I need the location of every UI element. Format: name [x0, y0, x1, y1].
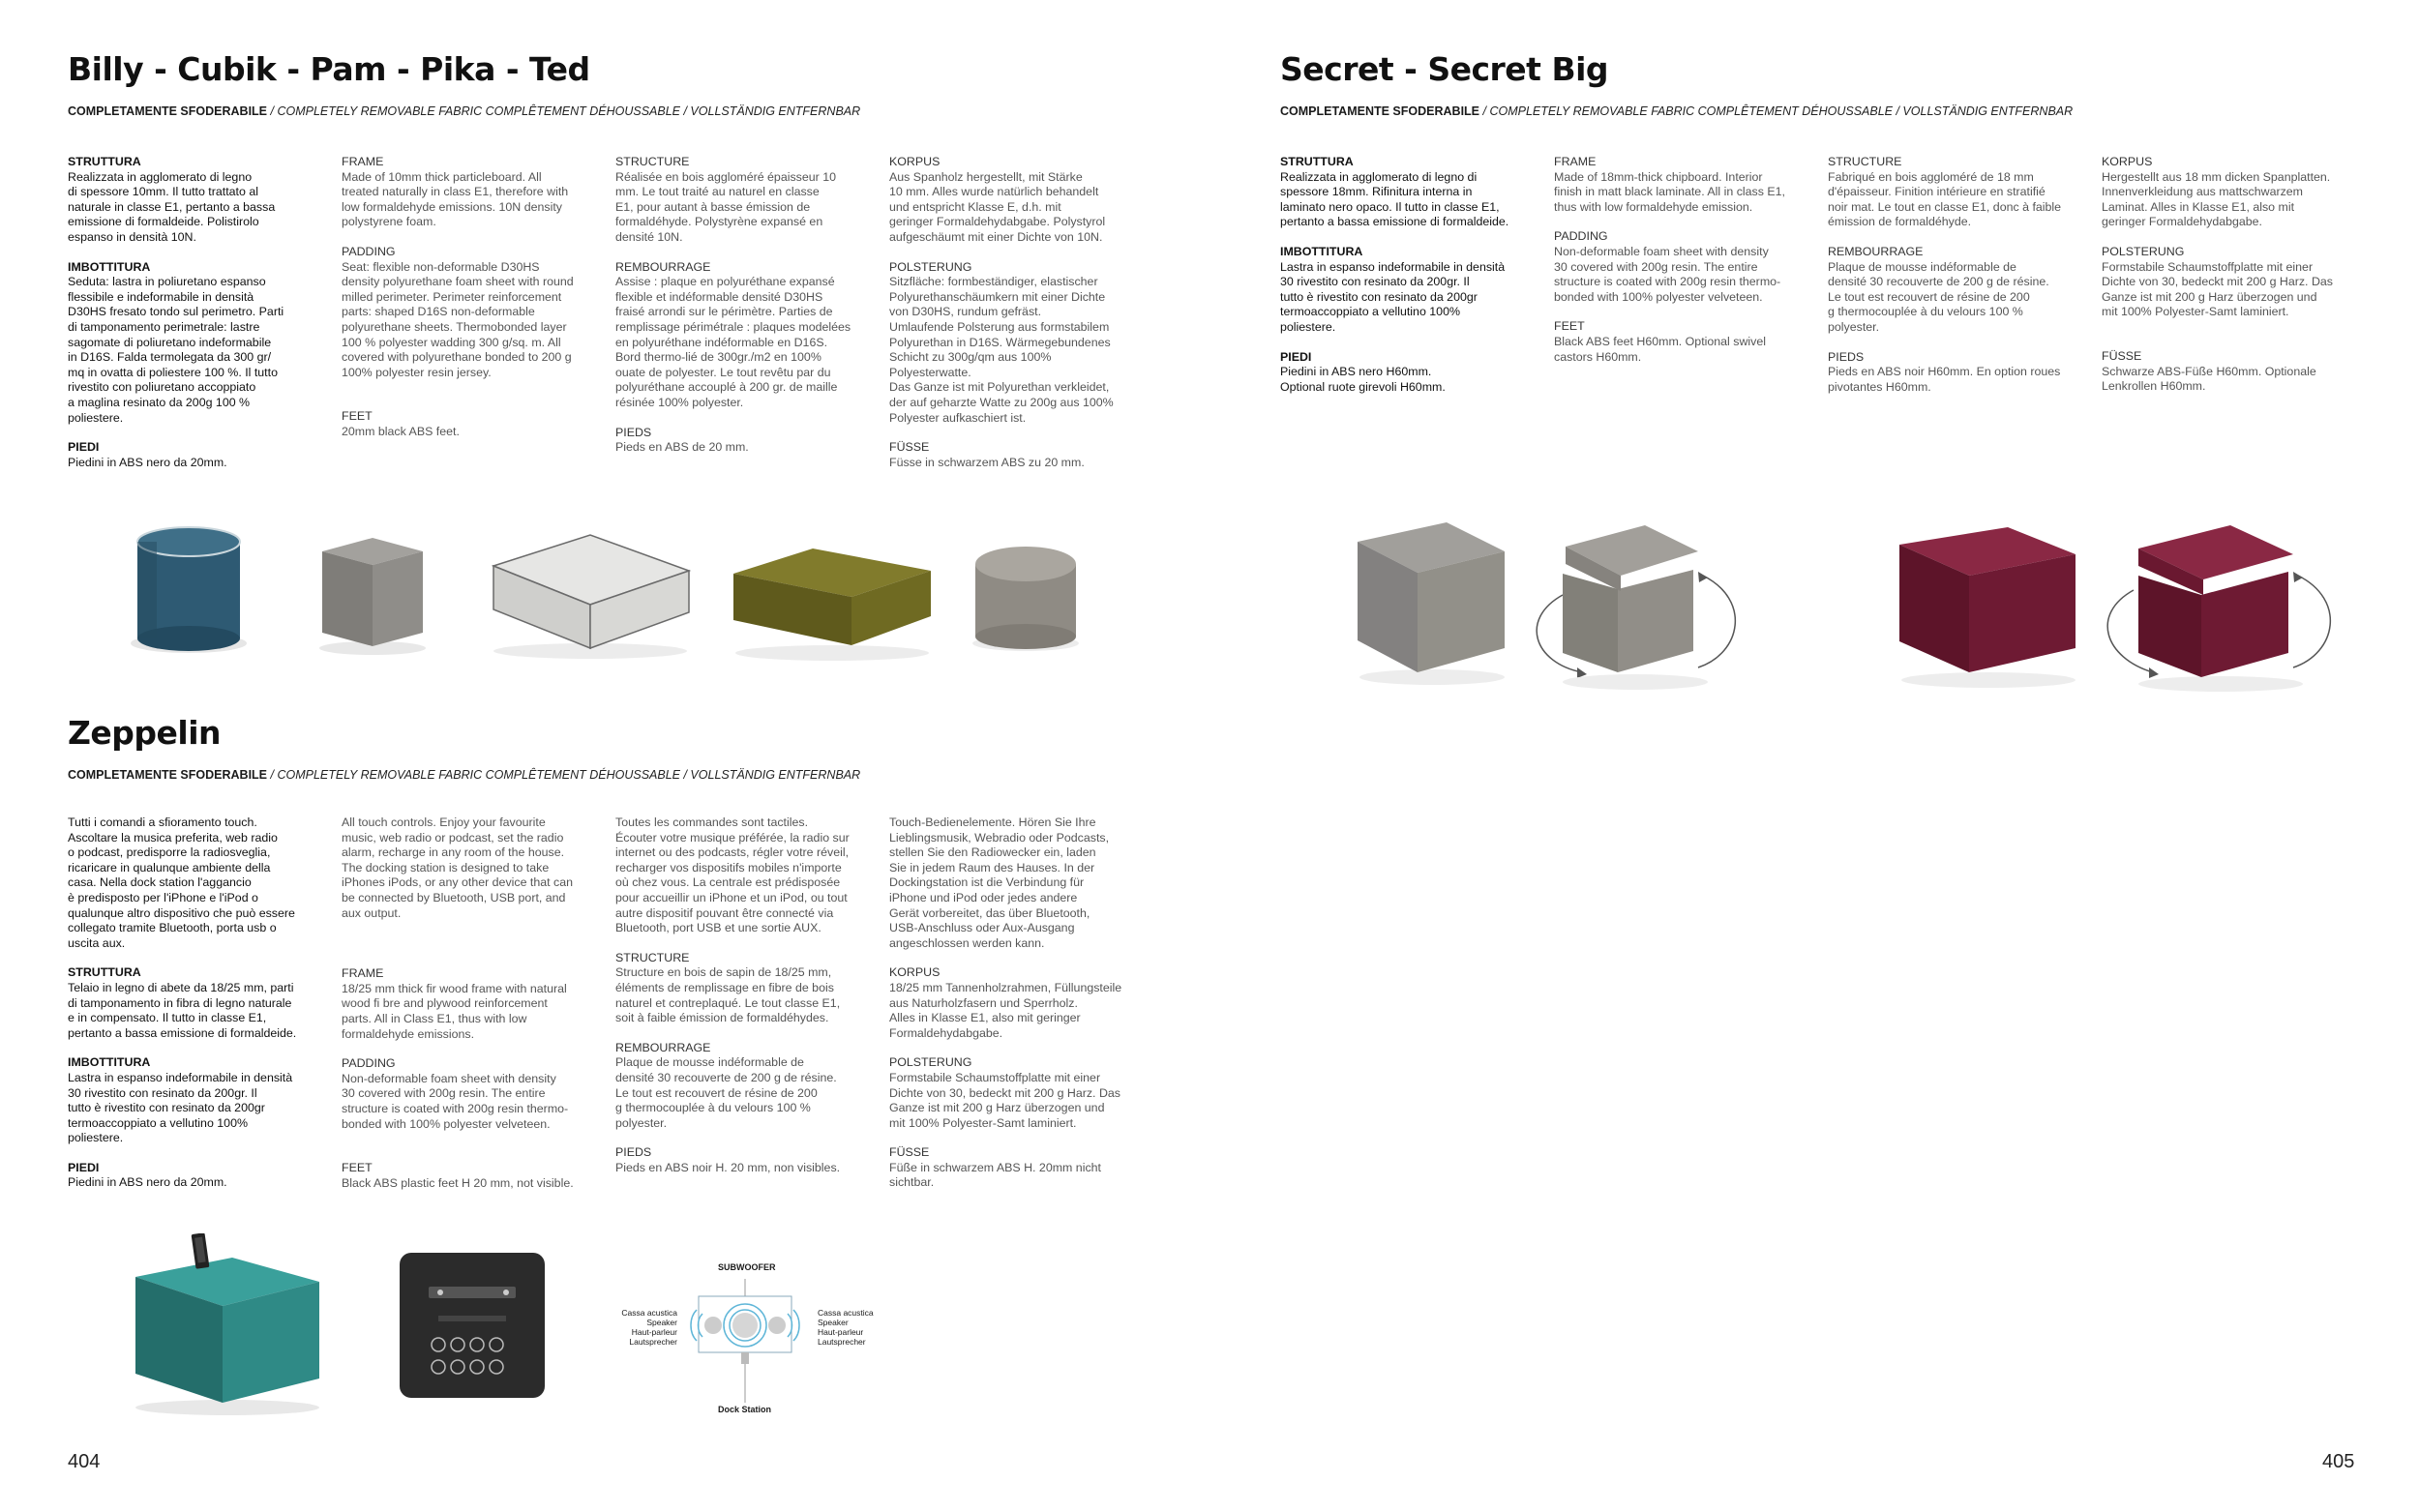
spec-block — [1828, 350, 2089, 396]
billy-col-en — [342, 155, 603, 455]
spec-heading: FÜSSE — [2102, 348, 2142, 363]
spec-text: Pieds en ABS noir H. 20 mm, non visibles. — [615, 1160, 841, 1174]
subwoofer-label: SUBWOOFER — [718, 1262, 776, 1272]
subtitle-secret — [1280, 104, 2073, 118]
spec-block — [615, 1145, 877, 1175]
spec-heading: PIEDS — [615, 1145, 652, 1160]
spec-heading: PIEDS — [1828, 349, 1865, 364]
spec-heading: PIEDI — [68, 1160, 100, 1174]
spec-heading: FEET — [342, 409, 373, 424]
spec-heading: FRAME — [342, 966, 384, 981]
spec-block — [889, 155, 1150, 246]
spec-heading: KORPUS — [889, 155, 941, 168]
spec-heading: STRUTTURA — [68, 155, 141, 168]
spec-block — [1828, 245, 2089, 336]
spec-block — [342, 1056, 603, 1132]
spec-block — [889, 440, 1150, 470]
spec-heading: POLSTERUNG — [889, 1055, 972, 1070]
spec-heading: PIEDI — [1280, 349, 1312, 364]
spec-heading: REMBOURRAGE — [615, 1040, 711, 1054]
spec-text: Realizzata in agglomerato di legno di spessore 18mm. Rifinitura interna in laminato nero opaco. Il tutto in classe E1, pertanto a bassa emissione di formaldeide. — [1280, 169, 1509, 229]
spec-text: Formstabile Schaumstoffplatte mit einer Dichte von 30, bedeckt mit 200 g Harz. Das Ganze ist mit 200 g Harz überzogen und mit 100% Polyester-Samt laminiert. — [2102, 259, 2333, 319]
spec-block — [889, 260, 1150, 427]
pam-pouf-image — [484, 527, 697, 663]
secret-col-de — [2102, 155, 2363, 409]
spec-text: Schwarze ABS-Füße H60mm. Optionale Lenkrollen H60mm. — [2102, 364, 2316, 394]
spec-text: Assise : plaque en polyuréthane expansé flexible et indéformable densité D30HS fraisé arrondi sur le périmètre. Parties de remplissage périmétrale : plaques modelées en polyuréthane indéformable en D16S. Bord thermo-lié de 300gr./m2 en 100% ouate de polyester. Le tout revêtu par du polyuréthane accouplé à 200 gr. de maille résinée 100% polyester. — [615, 275, 851, 409]
spec-text: Plaque de mousse indéformable de densité 30 recouverte de 200 g de résine. Le tout est recouvert de résine de 200 g thermocouplée à du velours 100 % polyester. — [615, 1055, 837, 1130]
spec-text: Lastra in espanso indeformabile in densità 30 rivestito con resinato da 200gr. Il tutto è rivestito con resinato da 200gr termoaccoppiato a vellutino 100% poliestere. — [1280, 259, 1506, 334]
spec-block — [2102, 349, 2363, 395]
spec-block — [342, 1161, 603, 1191]
spec-heading: POLSTERUNG — [2102, 244, 2185, 258]
spec-text: Made of 18mm-thick chipboard. Interior finish in matt black laminate. All in class E1, thus with low formaldehyde emission. — [1554, 169, 1785, 214]
secret-col-it — [1280, 155, 1541, 409]
spec-text: Plaque de mousse indéformable de densité 30 recouverte de 200 g de résine. Le tout est recouvert de résine de 200 g thermocouplée à du velours 100 % polyester. — [1828, 259, 2049, 334]
dock-station-label: Dock Station — [718, 1405, 772, 1414]
secret-col-en — [1554, 155, 1815, 379]
spec-block — [342, 155, 603, 230]
spec-heading: PADDING — [1554, 229, 1608, 244]
spec-block — [342, 245, 603, 380]
speaker-left-label: Cassa acustica Speaker Haut-parleur Lautsprecher — [621, 1308, 677, 1347]
spec-block — [1280, 350, 1541, 396]
spec-block — [1554, 319, 1815, 365]
billy-col-de — [889, 155, 1150, 485]
spec-block — [68, 1161, 329, 1191]
spec-text: Füße in schwarzem ABS H. 20mm nicht sichtbar. — [889, 1160, 1101, 1190]
spec-text: Piedini in ABS nero da 20mm. — [68, 455, 227, 469]
spec-text: 20mm black ABS feet. — [342, 424, 460, 438]
subtitle-zeppelin — [68, 768, 860, 782]
zeppelin-col-fr — [615, 815, 877, 1190]
spec-text: Piedini in ABS nero H60mm. Optional ruote girevoli H60mm. — [1280, 365, 1446, 394]
spec-heading: STRUTTURA — [1280, 155, 1354, 168]
spec-text: Tutti i comandi a sfioramento touch. Ascoltare la musica preferita, web radio o podcast, predisporre la radiosveglia, ricaricare in qualunque ambiente della casa. Nella dock station l'aggancio è predisposto per l'iPhone e l'iPod o qualunque altro dispositivo che può essere collegato tramite Bluetooth, porta usb o uscita aux. — [68, 815, 295, 950]
subtitle-bold: COMPLETAMENTE SFODERABILE — [1280, 104, 1480, 118]
spec-block — [1280, 245, 1541, 336]
spec-heading: FRAME — [342, 155, 384, 168]
spec-block — [889, 965, 1150, 1041]
spec-text: Black ABS feet H60mm. Optional swivel castors H60mm. — [1554, 334, 1766, 364]
secret-big-open-image — [2085, 508, 2356, 701]
cubik-pouf-image — [314, 530, 431, 656]
spec-text: Black ABS plastic feet H 20 mm, not visible. — [342, 1175, 574, 1190]
ted-pouf-image — [968, 537, 1084, 653]
spec-text: Aus Spanholz hergestellt, mit Stärke 10 mm. Alles wurde natürlich behandelt und entspricht Klasse E, d.h. mit geringer Formaldehydabgabe. Polystyrol aufgeschäumt mit einer Dichte von 10N. — [889, 169, 1106, 244]
spec-block — [68, 965, 329, 1041]
spec-block — [1554, 229, 1815, 305]
spec-text: Telaio in legno di abete da 18/25 mm, parti di tamponamento in fibra di legno naturale e in compensato. Il tutto in classe E1, pertanto a bassa emissione di formaldeide. — [68, 980, 297, 1040]
spec-heading: STRUCTURE — [615, 155, 690, 168]
spec-heading: FÜSSE — [889, 440, 930, 455]
spec-text: Réalisée en bois aggloméré épaisseur 10 mm. Le tout traité au naturel en classe E1, pour autant à basse émission de formaldéhyde. Polystyrène expansé en densité 10N. — [615, 169, 836, 244]
page-title-zeppelin: Zeppelin — [68, 714, 222, 752]
spec-block — [1280, 155, 1541, 230]
page-number-left: 404 — [68, 1451, 101, 1472]
speaker-right-label: Cassa acustica Speaker Haut-parleur Lautsprecher — [818, 1308, 874, 1347]
spec-heading: REMBOURRAGE — [1828, 244, 1924, 258]
spec-text: Formstabile Schaumstoffplatte mit einer Dichte von 30, bedeckt mit 200 g Harz. Das Ganze ist mit 200 g Harz überzogen und mit 100% Polyester-Samt laminiert. — [889, 1070, 1120, 1130]
spec-block — [342, 966, 603, 1042]
spec-text: 18/25 mm Tannenholzrahmen, Füllungsteile aus Naturholzfasern und Sperrholz. Alles in Klasse E1, also mit geringer Formaldehydabgabe. — [889, 980, 1122, 1040]
billy-col-fr — [615, 155, 877, 470]
spec-text: Made of 10mm thick particleboard. All treated naturally in class E1, therefore with low formaldehyde emissions. 10N density polystyrene foam. — [342, 169, 569, 229]
spec-block — [1828, 155, 2089, 230]
spec-text: Sitzfläche: formbeständiger, elastischer Polyurethanschäumkern mit einer Dichte von D30HS, rundum gefräst. Umlaufende Polsterung aus formstabilem Polyurethan in D16S. Wärmegebundenes Schicht zu 300g/qm aus 100% Polyesterwatte. Das Ganze ist mit Polyurethan verkleidet, der auf geharzte Watte zu 200g aus 100% Polyester aufkaschiert ist. — [889, 275, 1114, 425]
subtitle-rest: / COMPLETELY REMOVABLE FABRIC COMPLÊTEMENT DÉHOUSSABLE / VOLLSTÄNDIG ENTFERNBAR — [1482, 104, 2074, 118]
spec-heading: FRAME — [1554, 155, 1597, 168]
secret-col-fr — [1828, 155, 2089, 409]
spec-heading: STRUTTURA — [68, 965, 141, 980]
spec-block — [615, 815, 877, 936]
spec-block — [615, 155, 877, 246]
spec-heading: PADDING — [342, 1056, 396, 1071]
spec-text: Non-deformable foam sheet with density 30 covered with 200g resin. The entire structure is coated with 200g resin thermo- bonded with 100% polyester velveteen. — [1554, 244, 1781, 304]
spec-block — [68, 260, 329, 427]
spec-block — [342, 815, 603, 921]
subtitle-rest: / COMPLETELY REMOVABLE FABRIC COMPLÊTEMENT DÉHOUSSABLE / VOLLSTÄNDIG ENTFERNBAR — [270, 104, 861, 118]
spec-text: Fabriqué en bois aggloméré de 18 mm d'épaisseur. Finition intérieure en stratifié noir mat. Le tout en classe E1, donc à faible émission de formaldéhyde. — [1828, 169, 2062, 229]
pika-pouf-image — [726, 537, 939, 663]
spec-block — [342, 409, 603, 439]
spec-block — [889, 815, 1150, 951]
subtitle-rest: / COMPLETELY REMOVABLE FABRIC COMPLÊTEMENT DÉHOUSSABLE / VOLLSTÄNDIG ENTFERNBAR — [270, 768, 861, 782]
spec-text: Non-deformable foam sheet with density 30 covered with 200g resin. The entire structure is coated with 200g resin thermo- bonded with 100% polyester velveteen. — [342, 1071, 569, 1131]
spec-block — [889, 1145, 1150, 1191]
spec-text: Lastra in espanso indeformabile in densità 30 rivestito con resinato da 200gr. Il tutto è rivestito con resinato da 200gr termoaccoppiato a vellutino 100% poliestere. — [68, 1070, 293, 1145]
spec-heading: STRUCTURE — [1828, 155, 1902, 168]
spec-block — [615, 951, 877, 1026]
spec-heading: STRUCTURE — [615, 950, 690, 964]
spec-text: Pieds en ABS de 20 mm. — [615, 440, 749, 455]
spec-block — [68, 440, 329, 470]
spec-heading: REMBOURRAGE — [615, 259, 711, 274]
spec-heading: FEET — [342, 1161, 373, 1175]
spec-heading: KORPUS — [889, 965, 941, 980]
spec-heading: PADDING — [342, 244, 396, 258]
spec-heading: PIEDS — [615, 425, 652, 439]
zeppelin-col-it — [68, 815, 329, 1205]
zeppelin-col-en — [342, 815, 603, 1205]
spec-heading: KORPUS — [2102, 155, 2153, 168]
spec-heading: FÜSSE — [889, 1145, 930, 1160]
spec-text: Realizzata in agglomerato di legno di spessore 10mm. Il tutto trattato al naturale in classe E1, pertanto a bassa emissione di formaldeide. Polistirolo espanso in densità 10N. — [68, 169, 276, 244]
secret-grey-closed-image — [1350, 513, 1514, 687]
zeppelin-pouf-image — [126, 1233, 329, 1417]
spec-text: Seduta: lastra in poliuretano espanso flessibile e indeformabile in densità D30HS fresato tondo sul perimetro. Parti di tamponamento perimetrale: lastre sagomate di poliuretano indeformabile in D16S. Falda termolegata da 300 gr/ mq in ovatta di poliestere 100 %. Il tutto rivestito con poliuretano accoppiato a maglina resinato da 200g 100 % poliestere. — [68, 275, 284, 425]
spec-block — [2102, 155, 2363, 230]
secret-grey-open-image — [1509, 508, 1761, 701]
speaker-diagram — [610, 1258, 890, 1422]
spec-block — [615, 1041, 877, 1132]
page-title-secret: Secret - Secret Big — [1280, 50, 1609, 88]
spec-heading: PIEDI — [68, 440, 100, 455]
spec-text: Piedini in ABS nero da 20mm. — [68, 1175, 227, 1190]
spec-text: Pieds en ABS noir H60mm. En option roues pivotantes H60mm. — [1828, 365, 2061, 394]
spec-heading: IMBOTTITURA — [68, 259, 151, 274]
spec-heading: POLSTERUNG — [889, 259, 972, 274]
spec-heading: FEET — [1554, 319, 1585, 334]
page-number-right: 405 — [2322, 1451, 2355, 1472]
spec-block — [68, 1055, 329, 1146]
subtitle-bold: COMPLETAMENTE SFODERABILE — [68, 104, 268, 118]
spec-block — [889, 1055, 1150, 1131]
spec-text: Seat: flexible non-deformable D30HS density polyurethane foam sheet with round milled perimeter. Perimeter reinforcement parts: shaped D16S non-deformable polyurethane sheets. Thermobonded layer 100 % polyester wadding 300 g/sq. m. All covered with polyurethane bonded to 200 g 100% polyester resin jersey. — [342, 259, 574, 379]
spec-block — [2102, 245, 2363, 320]
billy-col-it — [68, 155, 329, 485]
spec-block — [615, 426, 877, 456]
spec-text: Füsse in schwarzem ABS zu 20 mm. — [889, 455, 1085, 469]
spec-text: All touch controls. Enjoy your favourite music, web radio or podcast, set the radio alarm, recharge in any room of the house. The docking station is designed to take iPhones iPods, or any other device that can be connected by Bluetooth, USB port, and aux output. — [342, 815, 574, 920]
spec-block — [1554, 155, 1815, 215]
secret-big-closed-image — [1892, 518, 2085, 692]
page-title-billy: Billy - Cubik - Pam - Pika - Ted — [68, 50, 590, 88]
zeppelin-col-de — [889, 815, 1150, 1205]
spec-text: Hergestellt aus 18 mm dicken Spanplatten. Innenverkleidung aus mattschwarzem Laminat. Alles in Klasse E1, also mit geringer Formaldehydabgabe. — [2102, 169, 2331, 229]
spec-heading: IMBOTTITURA — [1280, 244, 1363, 258]
spec-heading: IMBOTTITURA — [68, 1055, 151, 1070]
billy-pouf-image — [126, 513, 252, 658]
spec-text: 18/25 mm thick fir wood frame with natural wood fi bre and plywood reinforcement parts. All in Class E1, thus with low formaldehyde emissions. — [342, 981, 567, 1041]
spec-text: Touch-Bedienelemente. Hören Sie Ihre Lieblingsmusik, Webradio oder Podcasts, stellen Sie den Radiowecker ein, laden Sie in jedem Raum des Hauses. In der Dockingstation ist die Verbindung für iPhone und iPod oder jedes andere Gerät vorbereitet, das über Bluetooth, USB-Anschluss oder Aux-Ausgang angeschlossen werden kann. — [889, 815, 1110, 950]
spec-text: Toutes les commandes sont tactiles. Écouter votre musique préférée, la radio sur internet ou des podcasts, régler votre réveil, recharger vos dispositifs mobiles n'importe où chez vous. La centrale est prédisposée pour accueillir un iPhone et un iPod, ou tout autre dispositif pouvant être connecté via Bluetooth, port USB et une sortie AUX. — [615, 815, 850, 935]
subtitle-billy — [68, 104, 860, 118]
spec-block — [615, 260, 877, 411]
spec-block — [68, 815, 329, 951]
spec-text: Structure en bois de sapin de 18/25 mm, éléments de remplissage en fibre de bois naturel et contreplaqué. Le tout classe E1, soit à faible émission de formaldéhydes. — [615, 965, 841, 1025]
control-panel-image — [400, 1253, 545, 1398]
subtitle-bold: COMPLETAMENTE SFODERABILE — [68, 768, 268, 782]
spec-block — [68, 155, 329, 246]
